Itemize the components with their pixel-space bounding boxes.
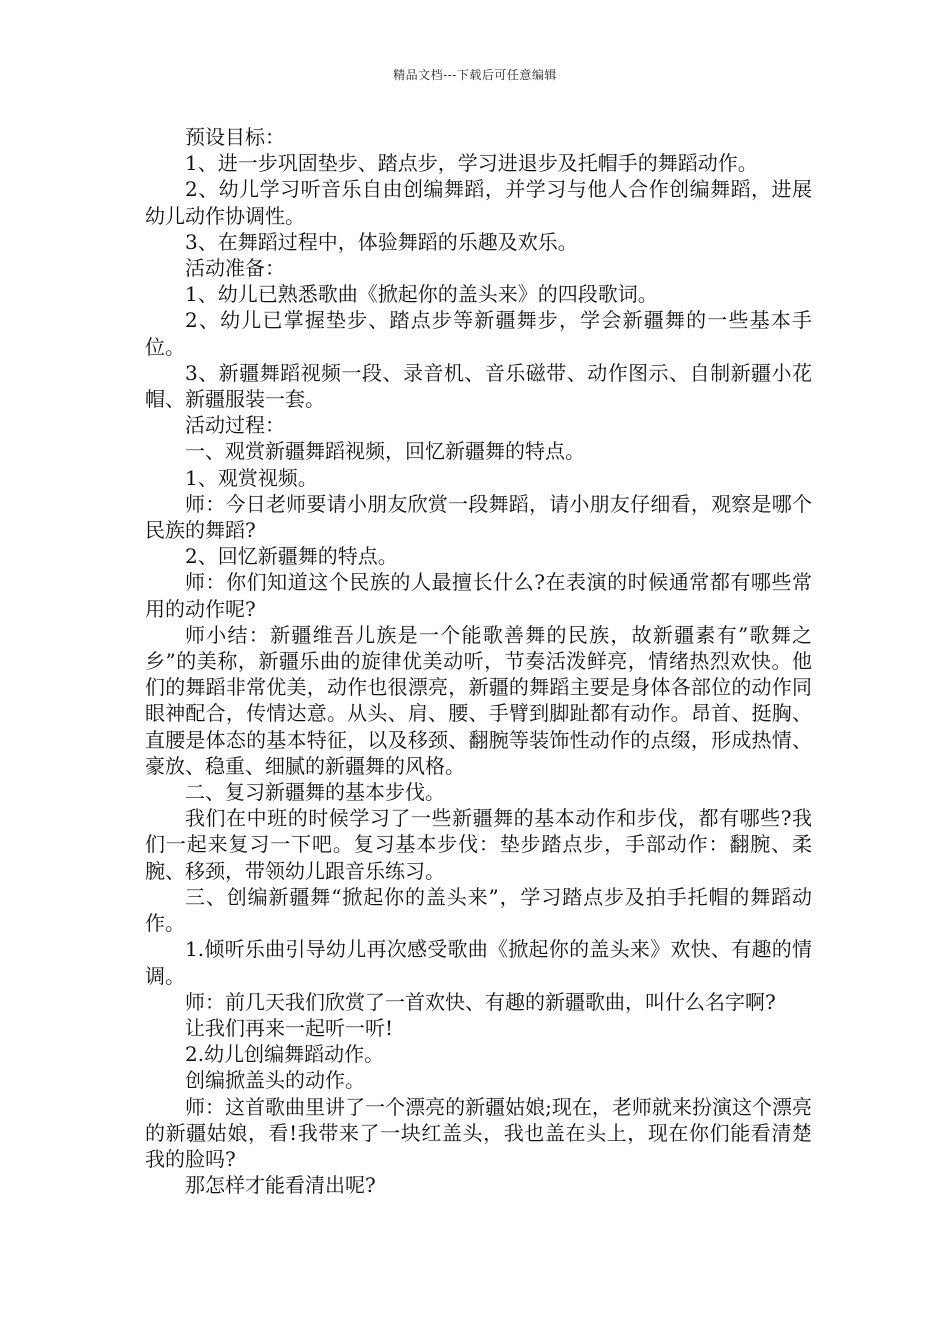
paragraph: 1、观赏视频。 [185, 465, 318, 490]
paragraph: 1.倾听乐曲引导幼儿再次感受歌曲《掀起你的盖头来》欢快、有趣的情调。 [145, 937, 812, 988]
paragraph: 1、幼儿已熟悉歌曲《掀起你的盖头来》的四段歌词。 [185, 282, 658, 307]
paragraph: 2.幼儿创编舞蹈动作。 [185, 1042, 385, 1067]
paragraph: 2、回忆新疆舞的特点。 [185, 544, 398, 569]
paragraph: 师小结：新疆维吾儿族是一个能歌善舞的民族，故新疆素有”歌舞之乡”的美称，新疆乐曲的旋律优美动听，节奏活泼鲜亮，情绪热烈欢快。他们的舞蹈非常优美，动作也很漂亮，新疆的舞蹈主要是身体各部位的动作同眼神配合，传情达意。从头、肩、腰、手臂到脚趾都有动作。昂首、挺胸、直腰是体态的基本特征，以及移颈、翻腕等装饰性动作的点缀，形成热情、豪放、稳重、细腻的新疆舞的风格。 [145, 622, 812, 778]
paragraph: 3、在舞蹈过程中，体验舞蹈的乐趣及欢乐。 [185, 229, 578, 254]
paragraph: 1、进一步巩固垫步、踏点步，学习进退步及托帽手的舞蹈动作。 [185, 151, 758, 176]
paragraph: 一、观赏新疆舞蹈视频，回忆新疆舞的特点。 [185, 439, 585, 464]
paragraph: 3、新疆舞蹈视频一段、录音机、音乐磁带、动作图示、自制新疆小花帽、新疆服装一套。 [145, 360, 812, 412]
paragraph: 预设目标： [185, 125, 285, 149]
paragraph: 2、幼儿已掌握垫步、踏点步等新疆舞步，学会新疆舞的一些基本手位。 [145, 308, 812, 359]
paragraph: 二、复习新疆舞的基本步伐。 [185, 780, 445, 805]
paragraph: 活动准备： [185, 256, 285, 281]
paragraph: 我们在中班的时候学习了一些新疆舞的基本动作和步伐，都有哪些?我们一起来复习一下吧。复习基本步伐：垫步踏点步，手部动作：翻腕、柔腕、移颈，带领幼儿跟音乐练习。 [145, 806, 812, 883]
paragraph: 2、幼儿学习听音乐自由创编舞蹈，并学习与他人合作创编舞蹈，进展幼儿动作协调性。 [145, 177, 812, 228]
paragraph: 三、创编新疆舞“掀起你的盖头来”，学习踏点步及拍手托帽的舞蹈动作。 [145, 884, 812, 936]
paragraph: 那怎样才能看清出呢? [185, 1173, 376, 1198]
paragraph: 师：今日老师要请小朋友欣赏一段舞蹈，请小朋友仔细看，观察是哪个民族的舞蹈? [145, 491, 812, 543]
paragraph: 师：这首歌曲里讲了一个漂亮的新疆姑娘;现在，老师就来扮演这个漂亮的新疆姑娘，看!我带来了一块红盖头，我也盖在头上，现在你们能看清楚我的脸吗? [145, 1094, 812, 1171]
paragraph: 师：前几天我们欣赏了一首欢快、有趣的新疆歌曲，叫什么名字啊? [185, 989, 776, 1014]
paragraph: 师：你们知道这个民族的人最擅长什么?在表演的时候通常都有哪些常用的动作呢? [145, 570, 812, 621]
page-header: 精品文档---下载后可任意编辑 [393, 68, 557, 82]
paragraph: 活动过程： [185, 413, 285, 438]
paragraph: 创编掀盖头的动作。 [185, 1068, 365, 1093]
paragraph: 让我们再来一起听一听! [185, 1015, 394, 1040]
document-body [145, 124, 812, 1198]
